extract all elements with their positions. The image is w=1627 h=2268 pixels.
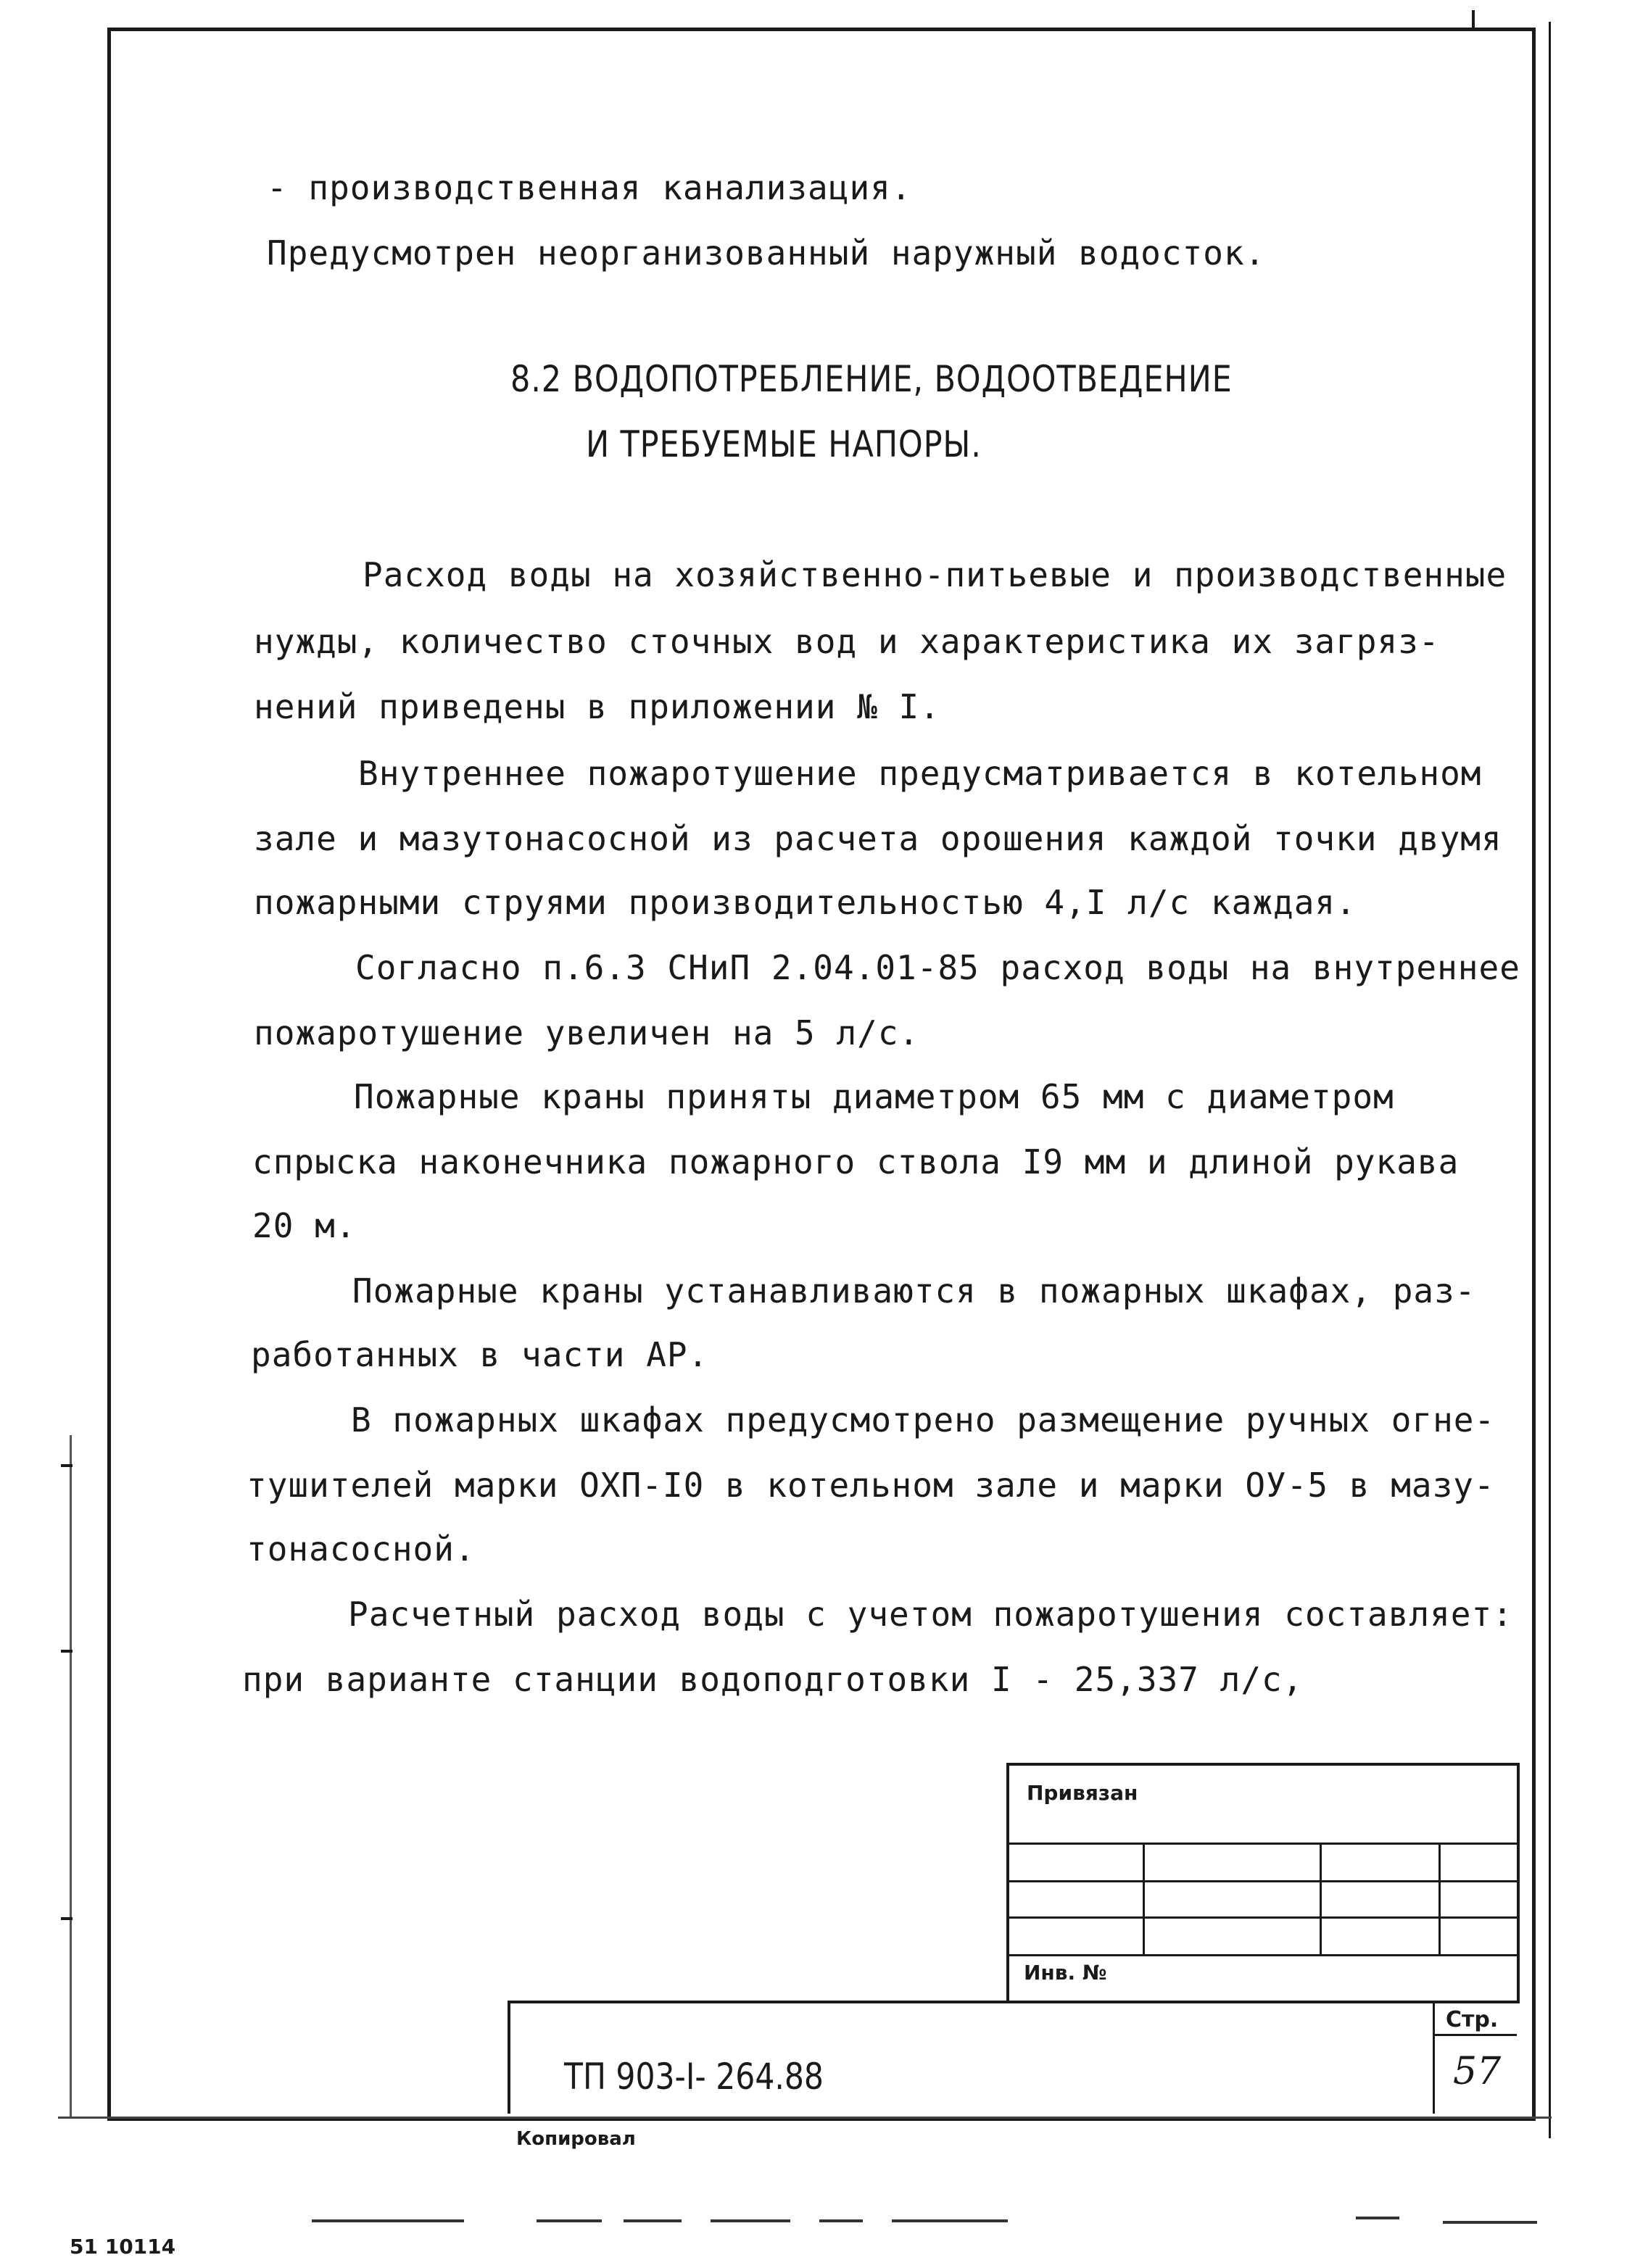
stamp-inventory-label: Инв. № (1024, 1961, 1107, 1985)
paragraph-line: Внутреннее пожаротушение предусматривается в котельном (358, 754, 1482, 793)
stamp-page-number: 57 (1453, 2050, 1502, 2093)
left-margin-line (70, 1435, 72, 2117)
bottom-rule (58, 2117, 1552, 2119)
stamp-page-label: Стр. (1446, 2007, 1499, 2032)
paragraph-line: Расчетный расход воды с учетом пожаротушения составляет: (348, 1595, 1513, 1634)
stamp-privyazan-label: Привязан (1027, 1781, 1138, 1805)
stamp-attachment-block (1006, 1763, 1520, 2003)
text-line: Предусмотрен неорганизованный наружный водосток. (267, 233, 1266, 273)
scan-artifact-dash (312, 2219, 464, 2222)
archive-number: 51 10114 (70, 2235, 176, 2259)
top-right-tick (1472, 10, 1475, 30)
paragraph-line: зале и мазутонасосной из расчета орошения каждой точки двумя (254, 819, 1502, 858)
paragraph-line: Пожарные краны устанавливаются в пожарных шкафах, раз- (352, 1271, 1476, 1310)
paragraph-line: Расход воды на хозяйственно-питьевые и производственные (363, 555, 1507, 594)
section-heading-line-1: 8.2 ВОДОПОТРЕБЛЕНИЕ, ВОДООТВЕДЕНИЕ (510, 358, 1233, 400)
stamp-document-code: ТП 903-I- 264.88 (564, 2056, 824, 2098)
copied-by-label: Копировал (516, 2128, 636, 2150)
paragraph-line: тушителей марки ОХП-I0 в котельном зале и марки ОУ-5 в мазу- (247, 1466, 1495, 1505)
paragraph-line: при варианте станции водоподготовки I - 25,337 л/с, (242, 1660, 1304, 1699)
scan-artifact-dash (1356, 2217, 1399, 2219)
paragraph-line: Согласно п.6.3 СНиП 2.04.01-85 расход воды на внутреннее (355, 948, 1520, 987)
scan-artifact-dash (624, 2219, 682, 2222)
scan-artifact-dash (537, 2219, 602, 2222)
list-item-line: - производственная канализация. (267, 168, 912, 207)
paragraph-line: нений приведены в приложении № I. (254, 687, 940, 726)
paragraph-line: пожарными струями производительностью 4,I л/с каждая. (254, 883, 1357, 922)
left-margin-tick (61, 1464, 73, 1467)
paragraph-line: пожаротушение увеличен на 5 л/с. (254, 1013, 920, 1052)
scan-artifact-dash (1443, 2221, 1537, 2224)
paragraph-line: 20 м. (252, 1206, 357, 1245)
left-margin-tick (61, 1650, 73, 1653)
paragraph-line: Пожарные краны приняты диаметром 65 мм с диаметром (354, 1077, 1394, 1116)
scan-artifact-dash (892, 2219, 1008, 2222)
scan-artifact-dash (711, 2219, 790, 2222)
section-heading-line-2: И ТРЕБУЕМЫЕ НАПОРЫ. (586, 423, 982, 465)
right-margin-line (1549, 22, 1551, 2138)
paragraph-line: В пожарных шкафах предусмотрено размещение ручных огне- (351, 1400, 1496, 1440)
stamp-title-block (508, 2001, 1517, 2114)
paragraph-line: нужды, количество сточных вод и характеристика их загряз- (254, 622, 1440, 661)
paragraph-line: спрыска наконечника пожарного ствола I9 мм и длиной рукава (252, 1142, 1460, 1181)
left-margin-tick (61, 1917, 73, 1920)
scan-artifact-dash (819, 2219, 863, 2222)
paragraph-line: тонасосной. (247, 1529, 476, 1569)
paragraph-line: работанных в части АР. (251, 1335, 709, 1374)
